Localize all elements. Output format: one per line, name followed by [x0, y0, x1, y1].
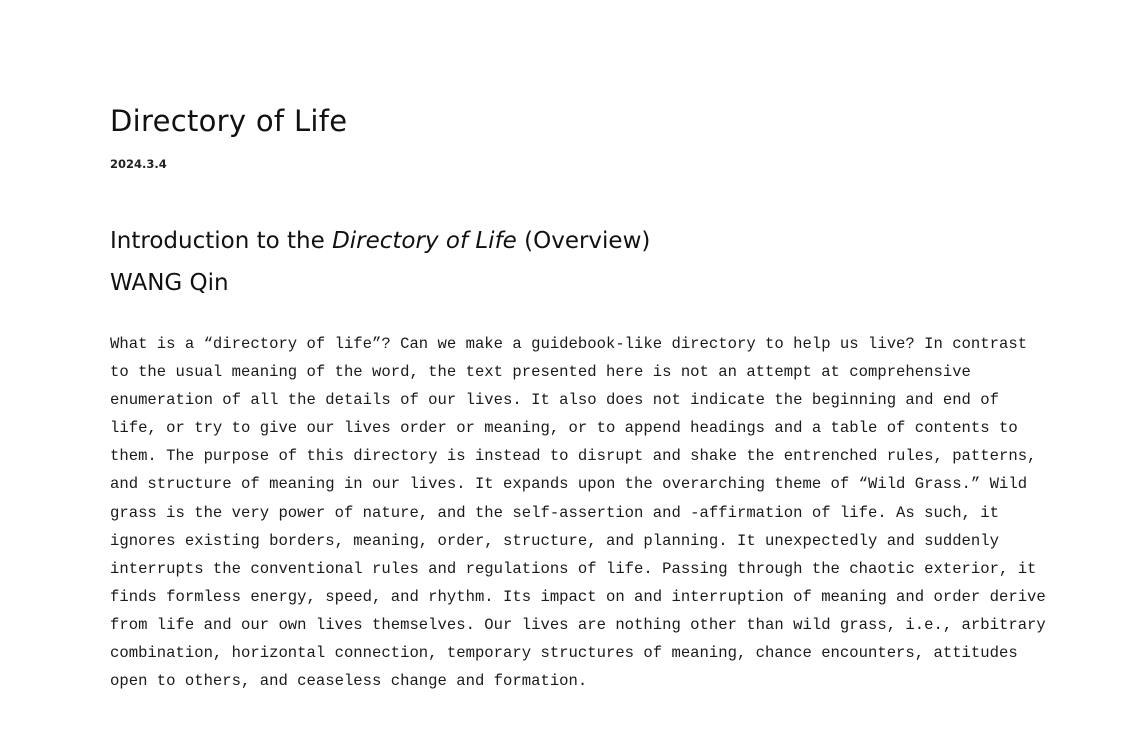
- body-line: ignores existing borders, meaning, order, structure, and planning. It unexpectedly and suddenly: [110, 531, 999, 550]
- body-line: combination, horizontal connection, temporary structures of meaning, chance encounters, attitudes: [110, 644, 1018, 663]
- body-line: from life and our own lives themselves. Our lives are nothing other than wild grass, i.e., arbitrary: [110, 615, 1046, 634]
- body-line: grass is the very power of nature, and the self-assertion and -affirmation of life. As such, it: [110, 503, 999, 522]
- body-line: interrupts the conventional rules and regulations of life. Passing through the chaotic exterior, it: [110, 559, 1037, 578]
- body-line: life, or try to give our lives order or meaning, or to append headings and a table of contents to: [110, 419, 1018, 438]
- section-heading-prefix: Introduction to the: [110, 228, 333, 254]
- body-paragraph: [110, 330, 1046, 695]
- section-heading-suffix: (Overview): [516, 228, 651, 254]
- section-heading: [110, 228, 650, 254]
- body-line: finds formless energy, speed, and rhythm. Its impact on and interruption of meaning and order derive: [110, 587, 1046, 606]
- body-line: them. The purpose of this directory is instead to disrupt and shake the entrenched rules, patterns,: [110, 447, 1037, 466]
- body-line: open to others, and ceaseless change and formation.: [110, 672, 588, 691]
- section-heading-italic-title: Directory of Life: [332, 228, 517, 254]
- body-line: to the usual meaning of the word, the text presented here is not an attempt at comprehensive: [110, 363, 971, 382]
- body-line: and structure of meaning in our lives. It expands upon the overarching theme of “Wild Grass.” Wild: [110, 475, 1028, 494]
- author-name: WANG Qin: [110, 270, 229, 296]
- document-title: Directory of Life: [110, 104, 348, 138]
- document-date: 2024.3.4: [110, 157, 167, 171]
- body-line: enumeration of all the details of our lives. It also does not indicate the beginning and end of: [110, 391, 999, 410]
- body-line: What is a “directory of life”? Can we make a guidebook-like directory to help us live? In contrast: [110, 335, 1028, 353]
